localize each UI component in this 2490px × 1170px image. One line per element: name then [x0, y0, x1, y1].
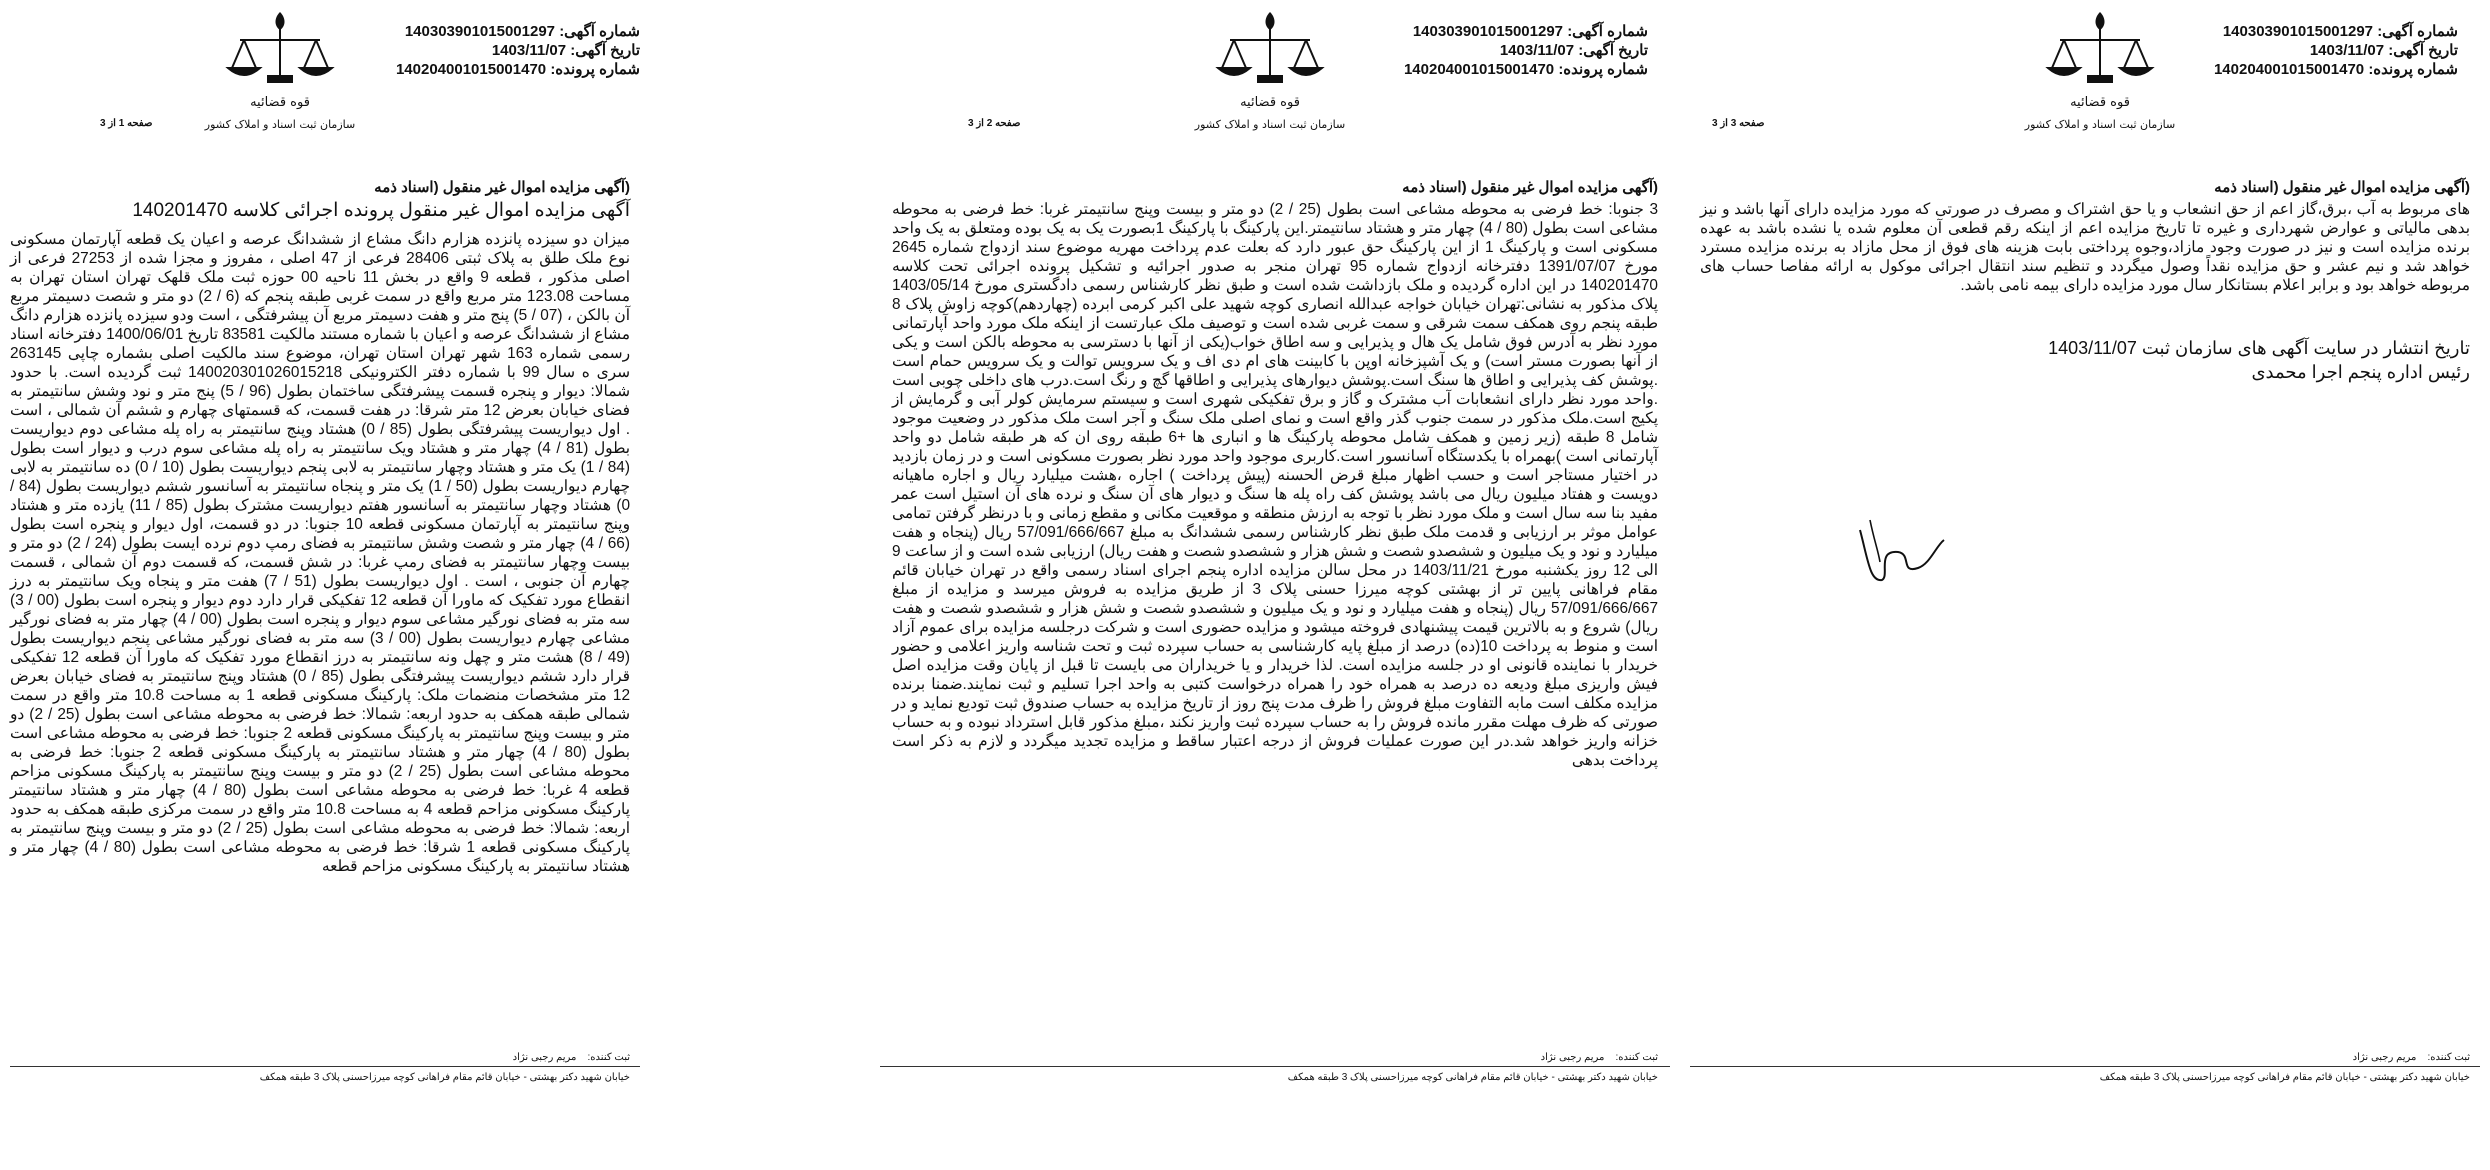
svg-text:سازمان ثبت اسناد و املاک کشور: سازمان ثبت اسناد و املاک کشور — [204, 118, 356, 131]
file-number-label: شماره پرونده: — [2368, 61, 2458, 78]
notice-number-label: شماره آگهی: — [559, 23, 640, 40]
registrar-name: مریم رجبی نژاد — [2352, 1052, 2417, 1063]
publish-date-line: تاریخ انتشار در سایت آگهی های سازمان ثبت 1403/11/07 — [2048, 338, 2470, 358]
official-name: رئیس اداره پنجم اجرا محمدی — [2251, 362, 2470, 382]
notice-title: (آگهی مزایده اموال غیر منقول (اسناد ذمه — [1402, 179, 1658, 196]
notice-number: 140303901015001297 — [2222, 23, 2374, 40]
judiciary-emblem-icon — [1190, 6, 1350, 146]
footer-address: خیابان شهید دکتر بهشتی - خیابان قائم مقام فراهانی کوچه میرزاحسنی پلاک 3 طبقه همکف — [2099, 1072, 2470, 1083]
notice-page-2 — [880, 0, 1670, 1170]
page-number: صفحه 1 از 3 — [100, 118, 153, 129]
registrar-name: مریم رجبی نژاد — [1540, 1052, 1605, 1063]
svg-text:قوه قضائیه: قوه قضائیه — [250, 95, 310, 110]
notice-meta — [2214, 22, 2458, 79]
footer-address: خیابان شهید دکتر بهشتی - خیابان قائم مقام فراهانی کوچه میرزاحسنی پلاک 3 طبقه همکف — [1287, 1072, 1658, 1083]
registrar-label: ثبت کننده: — [2427, 1052, 2470, 1063]
notice-date-label: تاریخ آگهی: — [570, 42, 640, 59]
footer-divider — [10, 1066, 640, 1067]
registrar-label: ثبت کننده: — [587, 1052, 630, 1063]
notice-meta — [396, 22, 640, 79]
notice-date: 1403/11/07 — [2309, 42, 2385, 59]
notice-number: 140303901015001297 — [1412, 23, 1564, 40]
registrar-label: ثبت کننده: — [1615, 1052, 1658, 1063]
notice-subtitle: آگهی مزایده اموال غیر منقول پرونده اجرائی کلاسه 140201470 — [132, 200, 630, 221]
notice-date-label: تاریخ آگهی: — [2388, 42, 2458, 59]
svg-text:قوه قضائیه: قوه قضائیه — [1240, 95, 1300, 110]
file-number-label: شماره پرونده: — [550, 61, 640, 78]
registrar — [2353, 1052, 2470, 1063]
file-number: 140204001015001470 — [395, 61, 547, 78]
svg-text:قوه قضائیه: قوه قضائیه — [2070, 95, 2130, 110]
notice-title: (آگهی مزایده اموال غیر منقول (اسناد ذمه — [2214, 179, 2470, 196]
notice-page-1 — [0, 0, 870, 1170]
notice-page-3 — [1690, 0, 2480, 1170]
svg-text:سازمان ثبت اسناد و املاک کشور: سازمان ثبت اسناد و املاک کشور — [2024, 118, 2176, 131]
file-number-label: شماره پرونده: — [1558, 61, 1648, 78]
notice-date-label: تاریخ آگهی: — [1578, 42, 1648, 59]
notice-title: (آگهی مزایده اموال غیر منقول (اسناد ذمه — [374, 179, 630, 196]
registrar — [513, 1052, 630, 1063]
notice-date: 1403/11/07 — [1499, 42, 1575, 59]
notice-body: میزان دو سیزده پانزده هزارم دانگ مشاع از ششدانگ عرصه و اعیان یک قطعه آپارتمان مسکونی نوع ملک طلق به پلاک ثبتی 28406 فرعی از 47 اصلی ، مفروز و مجزا شده از 27253 فرعی از اصلی مذکور ، قطعه 9 واقع در بخش 11 ناحیه 00 حوزه ثبت ملک قلهک تهران استان تهران به مساحت 123.08 متر مربع واقع در سمت غربی طبقه پنجم که (6 / 2) دو متر و شصت دسیمتر مربع آن بالکن ، (07 / 5) پنج متر و هفت دسیمتر مربع آن پیشرفتگی ، است ودو سیزده پانزده هزارم دانگ مشاع از ششدانگ عرصه و اعیان با شماره مستند مالکیت 83581 تاریخ 1400/06/01 دفترخانه اسناد رسمی شماره 163 شهر تهران استان تهران، موضوع سند مالکیت اصلی بشماره چاپی 263145 سری ه سال 99 با شماره دفتر الکترونیکی 140020301026015218 ثبت گردیده است. با حدود شمالا: دیوار و پنجره قسمت پیشرفتگی ساختمان بطول (96 / 5) پنج متر و نود وشش سانتیمتر به فضای خیابان بعرض 12 متر شرقا: در هفت قسمت، که قسمتهای چهارم و ششم آن شمالی ، است . اول دیواریست پیشرفتگی بطول (85 / 0) هشتاد وپنج سانتیمتر به راه پله مشاعی دوم دیواریست بطول (81 / 4) چهار متر و هشتاد ویک سانتیمتر به راه پله مشاعی سوم درب و دیوار است بطول (84 / 1) یک متر و هشتاد وچهار سانتیمتر به لابی پنجم دیواریست بطول (10 / 0) ده سانتیمتر به لابی چهارم دیواریست بطول (50 / 1) یک متر و پنجاه سانتیمتر به آسانسور ششم دیواریست بطول (84 / 0) هشتاد وچهار سانتیمتر به آسانسور هفتم دیواریست مشترک بطول (85 / 11) یازده متر و هشتاد وپنج سانتیمتر به آپارتمان مسکونی قطعه 10 جنوبا: در دو قسمت، اول دیوار و پنجره است بطول (66 / 4) چهار متر و شصت وشش سانتیمتر به فضای رمپ دوم نرده ایست بطول (24 / 2) دو متر و بیست وچهار سانتیمتر به فضای رمپ غربا: در شش قسمت، که قسمت دوم آن شمالی ، قسمت چهارم آن جنوبی ، است . اول دیواریست بطول (51 / 7) هفت متر و پنجاه ویک سانتیمتر به درز انقطاع مورد تفکیک که ماورا آن قطعه 12 تفکیکی قرار دارد دوم دیوار و پنجره است بطول (00 / 3) سه متر به فضای نورگیر مشاعی سوم دیوار و پنجره است بطول (00 / 4) چهار متر به فضای نورگیر مشاعی چهارم دیواریست بطول (00 / 3) سه متر به فضای نورگیر مشاعی پنجم دیواریست بطول (49 / 8) هشت متر و چهل ونه سانتیمتر به درز انقطاع مورد تفکیک که ماورا آن قطعه 12 تفکیکی قرار دارد ششم دیواریست پیشرفتگی بطول (85 / 0) هشتاد وپنج سانتیمتر به فضای خیابان بعرض 12 متر مشخصات منضمات ملک: پارکینگ مسکونی قطعه 1 به مساحت 10.8 متر واقع در سمت شمالی طبقه همکف به حدود اربعه: شمالا: خط فرضی به محوطه مشاعی است بطول (25 / 2) دو متر و بیست وپنج سانتیمتر به پارکینگ مسکونی قطعه 2 جنوبا: خط فرضی به محوطه مشاعی است بطول (80 / 4) چهار متر و هشتاد سانتیمتر به پارکینگ مسکونی قطعه 2 جنوبا: خط فرضی به محوطه مشاعی است بطول (25 / 2) دو متر و بیست وپنج سانتیمتر به پارکینگ مسکونی مزاحم قطعه 4 غربا: خط فرضی به محوطه مشاعی است بطول (80 / 4) چهار متر و هشتاد سانتیمتر پارکینگ مسکونی مزاحم قطعه 4 به مساحت 10.8 متر واقع در سمت مرکزی طبقه همکف به حدود اربعه: شمالا: خط فرضی به محوطه مشاعی است بطول (25 / 2) دو متر و بیست وپنج سانتیمتر به پارکینگ مسکونی قطعه 1 شرقا: خط فرضی به محوطه مشاعی است بطول (80 / 4) چهار متر و هشتاد سانتیمتر به پارکینگ مسکونی مزاحم قطعه — [10, 231, 631, 875]
file-number: 140204001015001470 — [1403, 61, 1555, 78]
page-number: صفحه 3 از 3 — [1712, 118, 1765, 129]
notice-number-label: شماره آگهی: — [1567, 23, 1648, 40]
page-number: صفحه 2 از 3 — [968, 118, 1021, 129]
signature-icon — [1840, 490, 1960, 600]
footer-divider — [880, 1066, 1670, 1067]
notice-meta — [1404, 22, 1648, 79]
notice-number-label: شماره آگهی: — [2377, 23, 2458, 40]
notice-number: 140303901015001297 — [404, 23, 556, 40]
registrar-name: مریم رجبی نژاد — [512, 1052, 577, 1063]
judiciary-emblem-icon — [200, 6, 360, 146]
notice-body: های مربوط به آب ،برق،گاز اعم از حق انشعاب و یا حق اشتراک و مصرف در صورتی که مورد مزایده دارای آنها باشد و نیز بدهی مالیاتی و عوارض شهرداری و غیره تا تاریخ مزایده اعم از اینکه رقم قطعی آن معلوم شده یا نشده باشد به عهده برنده مزایده است و نیز در صورت وجود مازاد،وجوه پرداختی بابت هزینه های فوق از محل مازاد به برنده مزایده مسترد خواهد شد و نیم عشر و حق مزایده نقداً وصول میگردد و تنظیم سند انتقال اجرائی موکول به ارائه مفاصا حساب های مربوطه خواهد بود و برابر اعلام بستانکار سال مورد مزایده دارای بیمه نامی باشد. — [1700, 201, 2470, 294]
svg-text:سازمان ثبت اسناد و املاک کشور: سازمان ثبت اسناد و املاک کشور — [1194, 118, 1346, 131]
notice-body: 3 جنوبا: خط فرضی به محوطه مشاعی است بطول (25 / 2) دو متر و بیست وپنج سانتیمتر غربا: خط فرضی به محوطه مشاعی است بطول (80 / 4) چهار متر و هشتاد سانتیمتر.این پارکینگ با پارکینگ 1بصورت یک به یک بوده ومتعلق به یک واحد مسکونی است و پارکینگ 1 از این پارکینگ حق عبور دارد که بعلت عدم پرداخت مهریه موضوع سند ازدواج شماره 2645 مورخ 1391/07/07 دفترخانه ازدواج شماره 95 تهران منجر به صدور اجرائیه و تشکیل پرونده اجرائی تحت کلاسه 140201470 در این اداره گردیده و ملک بازداشت شده است و طبق نظر کارشناس رسمی دادگستری مورخ 1403/05/14 پلاک مذکور به نشانی:تهران خیابان خواجه عبدالله انصاری کوچه شهید علی اکبر کرمی ابرده (چهاردهم)کوچه زاوش پلاک 8 طبقه پنجم روی همکف سمت شرقی و سمت غربی شده است و توصیف ملک عبارتست از اینکه ملک مورد واحد آپارتمانی مورد نظر به آدرس فوق شامل یک هال و پذیرایی و سه اطاق خواب(یکی از آنها با دسترسی به محوطه بالکن است و یکی از آنها بصورت مستر است) و یک آشپزخانه اوپن با کابینت های ام دی اف و یک سرویس توالت و یک سرویس حمام است .پوشش کف پذیرایی و اطاق ها سنگ است.پوشش دیوارهای پذیرایی و اطاقها گچ و رنگ است.درب های داخلی چوبی است .واحد مورد نظر دارای انشعابات آب مشترک و گاز و برق تفکیکی شهری است و سیستم سرمایش کولر آبی و گرمایش از پکیج است.ملک مذکور در سمت جنوب گذر واقع است و نمای اصلی ملک سنگ و آجر است ملک مذکور در وضعیت موجود شامل 8 طبقه (زیر زمین و همکف شامل محوطه پارکینگ ها و انباری ها +6 طبقه روی ان که هر طبقه شامل دو واحد آپارتمانی است )بهمراه با یکدستگاه آسانسور است.کاربری موجود واحد مورد نظر بصورت مسکونی است و در زمان بازدید در اختیار مستاجر است و حسب اظهار مبلغ قرض الحسنه (پیش پرداخت ) اجاره ،هشت میلیارد ریال و اجاره ماهیانه دویست و هفتاد میلیون ریال می باشد پوشش کف راه پله ها سنگ و دیوار های آن سنگ و نرده های آن استیل است عمر مفید بنا سه سال است و ملک مورد نظر با توجه به ارزش منطقه و موقعیت مکانی و مقطع زمانی و با درنظر گرفتن تمامی عوامل موثر بر ارزیابی و قدمت ملک طبق نظر کارشناس رسمی ششدانگ به مبلغ 57/091/666/667 ریال (پنجاه و هفت میلیارد و نود و یک میلیون و ششصدو شصت و شش هزار و ششصدو شصت و هفت ریال) ارزیابی شده است و از ساعت 9 الی 12 روز یکشنبه مورخ 1403/11/21 در محل سالن مزایده اداره پنجم اجرای اسناد رسمی واقع در تهران خیابان قائم مقام فراهانی پایین تر از بهشتی کوچه میرزا حسنی پلاک 3 از طریق مزایده به فروش میرسد و مزایده از مبلغ 57/091/666/667 ریال (پنجاه و هفت میلیارد و نود و یک میلیون و ششصدو شصت و شش هزار و ششصدو شصت و هفت ریال) شروع و به بالاترین قیمت پیشنهادی فروخته میشود و مزایده حضوری است و شرکت درجلسه مزایده برای عموم آزاد است و منوط به پرداخت 10(ده) درصد از مبلغ پایه کارشناسی به حساب سپرده ثبت و تحت شناسه واریز اعلامی و حضور خریدار با نماینده قانونی او در جلسه مزایده است. لذا خریدار و یا خریداران می بایست تا قبل از پایان وقت مزایده اصل فیش واریزی مبلغ ودیعه ده درصد به همراه خود را همراه درخواست کتبی به واحد اجرا تسلیم و ثبت نمایند.ضمنا برنده مزایده مکلف است مابه التفاوت مبلغ فروش را ظرف مدت پنج روز از تاریخ مزایده به حساب صندوق ثبت تودیع نماید و در صورتی که ظرف مهلت مقرر مانده فروش را به حساب سپرده ثبت واریز نکند ،مبلغ مذکور قابل استرداد نبوده و به حساب خزانه واریز خواهد شد.در این صورت عملیات فروش از درجه اعتبار ساقط و مزایده تجدید میگردد و لازم به ذکر است پرداخت بدهی — [892, 201, 1659, 769]
footer-divider — [1690, 1066, 2480, 1067]
registrar — [1541, 1052, 1658, 1063]
judiciary-emblem-icon — [2020, 6, 2180, 146]
file-number: 140204001015001470 — [2213, 61, 2365, 78]
footer-address: خیابان شهید دکتر بهشتی - خیابان قائم مقام فراهانی کوچه میرزاحسنی پلاک 3 طبقه همکف — [259, 1072, 630, 1083]
publish-info — [2048, 336, 2470, 384]
notice-date: 1403/11/07 — [491, 42, 567, 59]
